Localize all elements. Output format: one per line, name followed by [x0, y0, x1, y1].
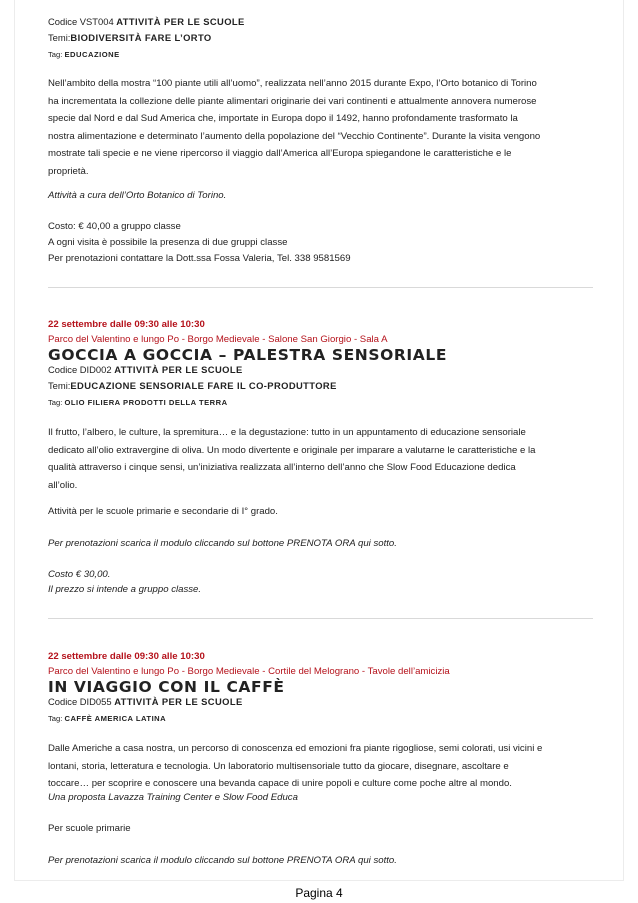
event-meta: [48, 362, 593, 410]
cost-text: Costo: € 40,00 a gruppo classe: [48, 221, 181, 232]
code-label: Codice DID055: [48, 696, 115, 707]
themes-label: Temi:: [48, 380, 71, 391]
event-tags: [48, 48, 593, 62]
booking-contact: Per prenotazioni contattare la Dott.ssa Fossa Valeria, Tel. 338 9581569: [48, 253, 351, 264]
event-date: 22 settembre dalle 09:30 alle 10:30: [48, 651, 205, 662]
description-line: ha incrementata la collezione delle piante alimentari originarie dei vari continenti e attualmente annovera numerose: [48, 95, 537, 107]
page-number: Pagina 4: [295, 886, 343, 900]
event-section-vst004: [48, 14, 593, 62]
section-divider: [48, 618, 593, 619]
tags-label: Tag:: [48, 398, 65, 407]
tags-value: CAFFÈ AMERICA LATINA: [64, 714, 167, 723]
event-title: GOCCIA A GOCCIA – PALESTRA SENSORIALE: [48, 346, 448, 364]
booking-instructions: Per prenotazioni scarica il modulo cliccando sul bottone PRENOTA ORA qui sotto.: [48, 538, 397, 549]
event-code: [48, 362, 593, 378]
tags-value: OLIO FILIERA PRODOTTI DELLA TERRA: [64, 398, 228, 407]
description-line: Dalle Americhe a casa nostra, un percorso di conoscenza ed emozioni fra piante rigogliose, semi colorati, usi vicini e: [48, 743, 543, 754]
booking-instructions: Per prenotazioni scarica il modulo cliccando sul bottone PRENOTA ORA qui sotto.: [48, 855, 397, 866]
description-line: dedicato all’olio extravergine di oliva. Un modo divertente e originale per imparare a valutarne le caratteristiche e la: [48, 444, 536, 456]
code-type: ATTIVITÀ PER LE SCUOLE: [116, 16, 245, 27]
themes-value: EDUCAZIONE SENSORIALE FARE IL CO-PRODUTTORE: [70, 380, 337, 391]
event-tags: [48, 396, 593, 410]
event-description: [48, 75, 593, 181]
tags-label: Tag:: [48, 50, 65, 59]
event-location: Parco del Valentino e lungo Po - Borgo Medievale - Cortile del Melograno - Tavole dell’amicizia: [48, 666, 450, 677]
proposal-note: Una proposta Lavazza Training Center e Slow Food Educa: [48, 792, 298, 803]
code-type: ATTIVITÀ PER LE SCUOLE: [114, 696, 243, 707]
description-line: all’olio.: [48, 479, 78, 491]
description-line: lontani, storia, letteratura e tecnologia. Un laboratorio multisensoriale tutto da giocare, disegnare, ascoltare e: [48, 760, 509, 772]
description-line: proprietà.: [48, 165, 89, 177]
event-themes: [48, 378, 593, 394]
event-tags: [48, 712, 593, 726]
groups-note: A ogni visita è possibile la presenza di due gruppi classe: [48, 237, 288, 248]
audience-text: Per scuole primarie: [48, 823, 131, 834]
event-date: 22 settembre dalle 09:30 alle 10:30: [48, 319, 205, 330]
description-line: specie dal Nord e dal Sud America che, importate in Europa dopo il 1492, hanno profondamente trasformato la: [48, 113, 518, 125]
event-description: [48, 740, 593, 793]
event-meta: [48, 694, 593, 726]
description-line: qualità attraverso i cinque sensi, un’iniziativa realizzata all’interno dell’anno che Slow Food Educazione dedica: [48, 462, 516, 474]
section-divider: [48, 287, 593, 288]
description-line: Il frutto, l’albero, le culture, la spremitura… e la degustazione: tutto in un appuntamento di educazione sensoriale: [48, 427, 526, 438]
cost-text: Costo € 30,00.: [48, 569, 111, 580]
themes-value: BIODIVERSITÀ FARE L’ORTO: [70, 32, 212, 43]
description-line: nostra alimentazione e determinato l’aumento della popolazione del “Vecchio Continente”. Durante la visita vengono: [48, 130, 541, 142]
curated-by-note: Attività a cura dell’Orto Botanico di Torino.: [48, 190, 227, 201]
description-line: toccare… per scoprire e conoscere una bevanda capace di unire popoli e culture come poche altre al mondo.: [48, 778, 512, 790]
event-themes: [48, 30, 593, 46]
code-label: Codice DID002: [48, 364, 115, 375]
tags-label: Tag:: [48, 714, 65, 723]
description-line: Nell’ambito della mostra “100 piante utili all’uomo”, realizzata nell’anno 2015 durante Expo, l’Orto botanico di Torino: [48, 78, 537, 89]
event-code: [48, 694, 593, 710]
event-location: Parco del Valentino e lungo Po - Borgo Medievale - Salone San Giorgio - Sala A: [48, 334, 388, 345]
description-line: mostrate tali specie e ne viene ripercorso il viaggio dall’America all’Europa spiegandone le caratteristiche e le: [48, 148, 512, 160]
code-label: Codice VST004: [48, 16, 117, 27]
event-title: IN VIAGGIO CON IL CAFFÈ: [48, 678, 285, 696]
code-type: ATTIVITÀ PER LE SCUOLE: [114, 364, 243, 375]
price-note: Il prezzo si intende a gruppo classe.: [48, 584, 202, 595]
themes-label: Temi:: [48, 32, 71, 43]
event-description: [48, 424, 593, 494]
tags-value: EDUCAZIONE: [64, 50, 120, 59]
audience-text: Attività per le scuole primarie e secondarie di I° grado.: [48, 506, 278, 517]
event-code: [48, 14, 593, 30]
